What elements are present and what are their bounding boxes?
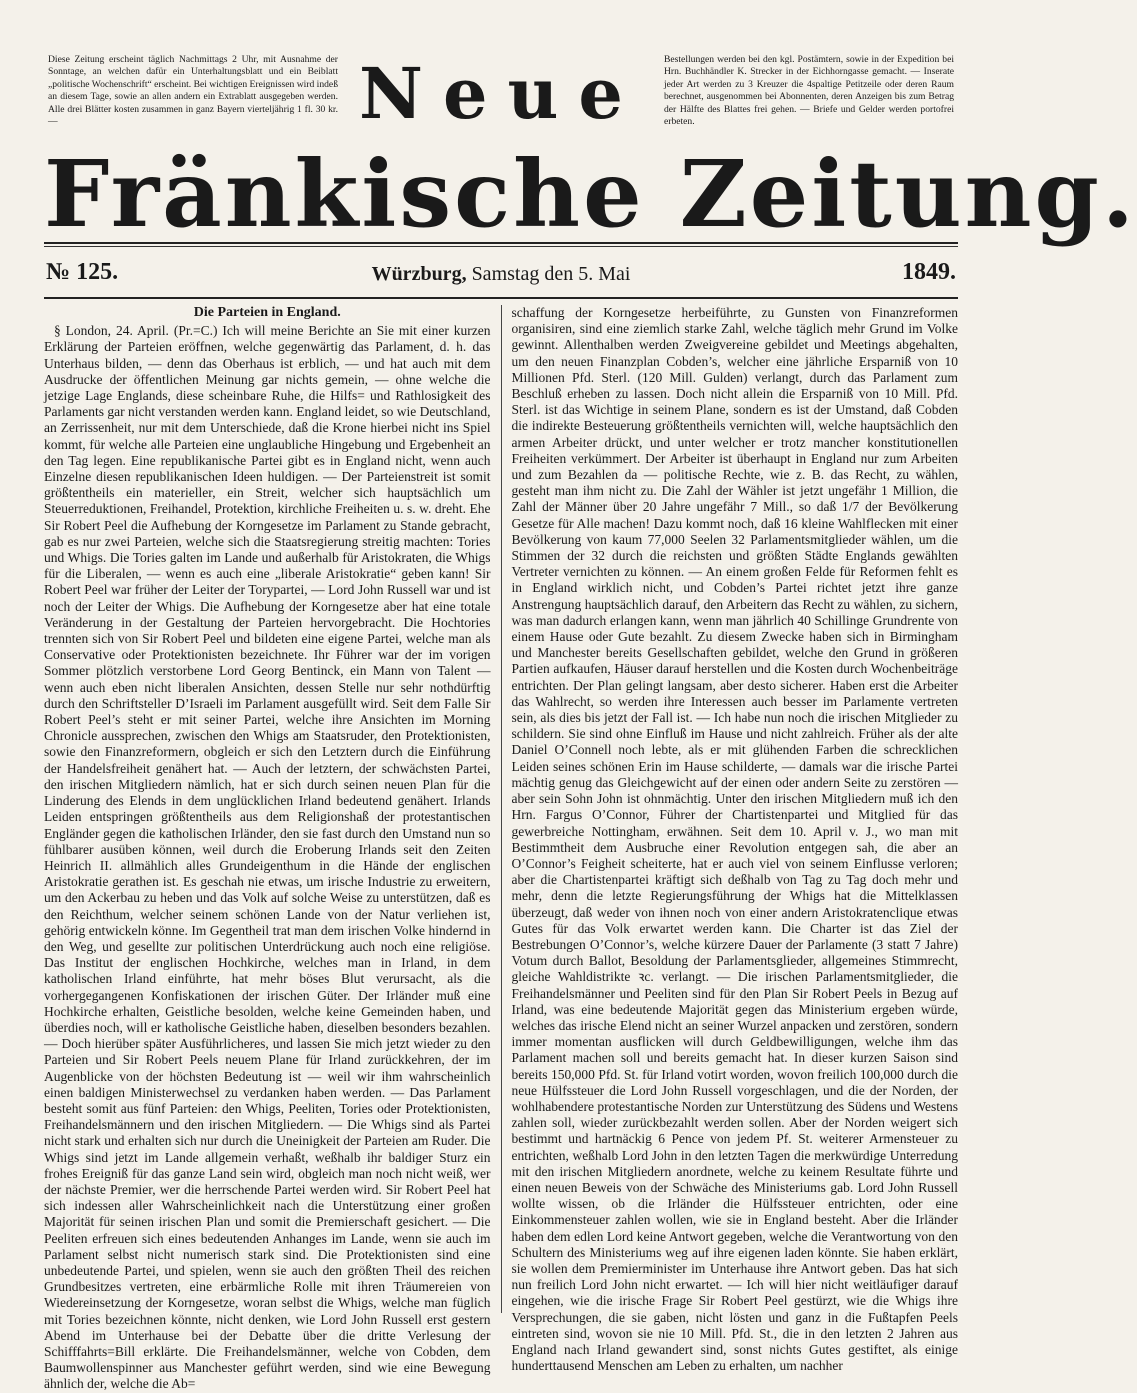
article-text-col1: § London, 24. April. (Pr.=C.) Ich will meine Berichte an Sie mit einer kurzen Erklärung der Parteien eröffnen, welche gegenwärtig das Parlament, d. h. das Unterhaus bilden, — denn das Oberhaus ist erblich, — und hat auch mit dem Ausdrucke der öffentlichen Meinung gar nichts gemein, — ohne welche die jetzige Lage Englands, diese scheinbare Ruhe, die Hilfs= und Rathlosigkeit des Parlaments gar nicht verstanden werden kann. England leidet, so wie Deutschland, an Zerrissenheit, nur mit dem Unterschiede, daß die Krone hierbei nicht ins Spiel kommt, für welche alle Parteien eine unglaubliche Hingebung und Ergebenheit an den Tag legen. Eine republikanische Partei gibt es in England nicht, wenn auch Einzelne diesen republikanischen Ideen huldigen. — Der Parteienstreit ist somit größtentheils ein materieller, ein Streit, welcher sich hauptsächlich um Steuerreduktionen, Freihandel, Protektion, kirchliche Freiheiten u. s. w. dreht. Ehe Sir Robert Peel die Aufhebung der Korngesetze im Parlament zu Stande gebracht, gab es nur zwei Parteien, welche sich die Staatsregierung streitig machten: Tories und Whigs. Die Tories galten im Lande und außerhalb für Aristokraten, die Whigs für die Liberalen, — wenn es auch eine „liberale Aristokratie“ geben kann! Sir Robert Peel war früher der Leiter der Torypartei, — Lord John Russell war und ist noch der Leiter der Whigs. Die Aufhebung der Korngesetze aber hat eine totale Veränderung in der Gestaltung der Parteien hervorgebracht. Die Hochtories trennten sich von Sir Robert Peel und bildeten eine eigene Partei, welche man als Conservative oder Protektionisten bezeichnete. Ihr Führer war der im vorigen Sommer plötzlich verstorbene Lord Georg Bentinck, ein Mann von Talent — wenn auch eben nicht liberalen Ansichten, dessen Stelle nur sehr nothdürftig durch den Schriftsteller D’Israeli im Parlament ausgefüllt wird. Seit dem Falle Sir Robert Peel’s steht er mit seiner Partei, welche ihre Ansichten im Morning Chronicle aussprechen, zwischen den Whigs am Staatsruder, den Protektionisten, sowie den Finanzreformern, obgleich er sich den Letztern durch die Einführung der Handelsfreiheit genähert hat. — Auch der letztern, der schwächsten Partei, den irischen Mitgliedern nämlich, hat er sich durch seinen neuen Plan für die Linderung des Elends in dem unglücklichen Irland bedeutend genähert. Irlands Leiden entspringen größtentheils aus dem Religionshaß der protestantischen Engländer gegen die katholischen Irländer, den sie fast durch den Umstand nun so fühlbarer ausüben können, weil durch die Eroberung Irlands seit den Zeiten Heinrich II. allmählich alles Grundeigenthum in die Hände der englischen Aristokratie gerathen ist. Es geschah nie etwas, um irische Industrie zu erweitern, um den Ackerbau zu heben und das Volk auf solche Weise zu unterstützen, daß es den Reichthum, welcher seinem schönen Lande von der Natur verliehen ist, gehörig entwickeln könne. Im Gegentheil trat man dem irischen Volke hindernd in den Weg, und gesellte zur politischen Unterdrückung auch noch eine religiöse. Das Institut der englischen Hochkirche, welches man in Irland, in dem katholischen Irland einführte, hat mehr böses Blut verursacht, als die vorhergegangenen Konfiskationen der irischen Güter. Der Irländer muß eine Hochkirche erhalten, Geistliche besolden, welche keine Gemeinden haben, und überdies noch, will er katholische Geistliche haben, dieselben besonders bezahlen. — Doch hierüber später Ausführlicheres, und lassen Sie mich jetzt wieder zu den Parteien und Sir Robert Peels neuem Plane für Irland zurückkehren, der im Augenblicke von der höchsten Bedeutung ist — weil wir ihm wahrscheinlich einen baldigen Ministerwechsel zu verdanken haben werden. — Das Parlament besteht somit aus fünf Parteien: den Whigs, Peeliten, Tories oder Protektionisten, Freihandelsmännern und den irischen Mitgliedern. — Die Whigs sind als Partei nicht stark und erhalten sich nur durch die Uneinigkeit der Parteien am Ruder. Die Whigs sind jetzt im Lande allgemein verhaßt, weßhalb ihr baldiger Sturz ein frohes Ereigniß für das ganze Land sein wird, obgleich man noch nicht weiß, wer der nächste Premier, wer die herrschende Partei werden wird. Sir Robert Peel hat sich indessen aller Wahrscheinlichkeit nach die Unterstützung einer großen Majorität für seinen irischen Plan und somit die Premierschaft gesichert. — Die Peeliten erfreuen sich eines bedeutenden Anhanges im Lande, wenn sie auch im Parlament selbst nicht numerisch stark sind. Die Protektionisten sind eine unbedeutende Partei, und spielen, wenn sie auch den größten Theil des reichen Grundbesitzes vertreten, eine erbärmliche Rolle mit ihren Träumereien von Wiedereinsetzung der Korngesetze, woran selbst die Whigs, welche man füglich mit Tories bezeichnen könnte, nicht denken, wie Lord John Russell erst gestern Abend im Unterhause bei der Debatte über die dritte Verlesung der Schifffahrts=Bill erklärte. Die Freihandelsmänner, welche von Cobden, dem Baumwollenspinner aus Manchester geführt werden, sind wie eine Bewegung ähnlich der, welche die Ab= <box>44 323 491 1392</box>
city: Würzburg, <box>371 263 467 285</box>
article-title: Die Parteien in England. <box>193 305 341 320</box>
newspaper-title: Fränkische Zeitung. <box>44 140 1137 248</box>
title-neue: Neue <box>359 52 643 135</box>
article-text-col2: schaffung der Korngesetze herbeiführte, zu Gunsten von Finanzreformen organisiren, sind eine ziemlich starke Zahl, welche täglich mehr Grund im Volke gewinnt. Allenthalben werden Zweigvereine gebildet und Meetings abgehalten, um den neuen Finanzplan Cobden’s, welcher eine jährliche Ersparniß von 10 Millionen Pfd. Sterl. (120 Mill. Gulden) verlangt, durch das Parlament zum Beschluß erheben zu lassen. Doch nicht allein die Ersparniß von 10 Mill. Pfd. Sterl. ist das Wichtige in seinem Plane, sondern es ist der Umstand, daß Cobden die indirekte Besteuerung größtentheils vernichten will, welche hauptsächlich den armen Arbeiter drückt, und unter welcher er trotz mancher konstitutionellen Freiheiten verkümmert. Der Arbeiter ist überhaupt in England nur zum Arbeiten und zum Bezahlen da — politische Rechte, wie z. B. das Recht, zu wählen, gesteht man ihm nicht zu. Die Zahl der Wähler ist jetzt ungefähr 1 Million, die Zahl der Männer über 20 Jahre ungefähr 7 Mill., so daß 1/7 der Bevölkerung Gesetze für Alle machen! Dazu kommt noch, daß 16 kleine Wahlflecken mit einer Bevölkerung von kaum 77,000 Seelen 32 Parlamentsmitglieder wählen, um die Stimmen der 32 durch die reichsten und größten Städte Englands gewählten Vertreter vernichten zu können. — An einem großen Felde für Reformen fehlt es in England wirklich nicht, und Cobden’s Partei richtet jetzt ihre ganze Anstrengung hauptsächlich darauf, den Arbeitern das Recht zu wählen, zu sichern, was man dadurch erlangen kann, wenn man jährlich 40 Schillinge Grundrente von einem Hause oder Gute bezahlt. Zu diesem Zwecke haben sich in Birmingham und Manchester bereits Gesellschaften gebildet, welche den Grund in größeren Partien aufkaufen, Häuser darauf herstellen und die Kosten durch Wochenbeiträge entrichten. Der Plan gelingt langsam, aber desto sicherer. Haben erst die Arbeiter das Wahlrecht, so werden ihre Interessen auch besser im Parlamente vertreten sein, als dies bis jetzt der Fall ist. — Ich habe nun noch die irischen Mitglieder zu schildern. Sie sind ohne Einfluß im Hause und nicht zahlreich. Früher als der alte Daniel O’Connell noch lebte, als er mit glühenden Farben die schrecklichen Leiden seines schönen Erin im Hause schilderte, — damals war die irische Partei mächtig genug das Gleichgewicht auf der einen oder andern Seite zu zerstören — aber sein Sohn John ist ohnmächtig. Unter den irischen Mitgliedern muß ich den Hrn. Fargus O’Connor, Führer der Chartistenpartei und Mitglied für das gewerbreiche Nottingham, erwähnen. Seit dem 10. April v. J., wo man mit Bestimmtheit dem Ausbruche einer Revolution entgegen sah, die aber an O’Connor’s Feigheit scheiterte, hat er auch viel von seinem Einflusse verloren; aber die Chartistenpartei kräftigt sich deßhalb von Tag zu Tag doch mehr und mehr, denn die letzte Regierungsführung der Whigs hat die Mittelklassen überzeugt, daß weder von ihnen noch von einer andern Aristokratenclique etwas Gutes für das Volk erwartet werden kann. Die Charter ist das Ziel der Bestrebungen O’Connor’s, welche kürzere Dauer der Parlamente (3 statt 7 Jahre) Votum durch Ballot, Besoldung der Parlamentsglieder, allgemeines Stimmrecht, gleiche Wahldistrikte ꝛc. verlangt. — Die irischen Parlamentsmitglieder, die Freihandelsmänner und Peeliten sind für den Plan Sir Robert Peels in Bezug auf Irland, was eine bedeutende Majorität gegen das Ministerium ergeben würde, welches das irische Elend nicht an seiner Wurzel anpacken und zerstören, sondern immer momentan ausflicken will durch Geldbewilligungen, welche ihm das Parlament machen soll und bereits gemacht hat. In dieser kurzen Saison sind bereits 150,000 Pfd. St. für Irland votirt worden, wovon freilich 100,000 durch die neue Hülfssteuer die Lord John Russell vorgeschlagen, und die der Norden, der wohlhabendere protestantische Norden zur Unterstützung des Südens und Westens zahlen soll, wieder zurückbezahlt werden sollen. Aber der Norden weigert sich bestimmt und hartnäckig 6 Pence von jedem Pf. St. weiterer Armensteuer zu entrichten, weßhalb Lord John in den letzten Tagen die merkwürdige Unterredung mit den irischen Mitgliedern anordnete, welche zu keinem Resultate führte und einen neuen Beweis von der Schwäche des Ministeriums gab. Lord John Russell wollte wissen, ob die Irländer die Hülfssteuer entrichten, oder eine Einkommensteuer zahlen wollen, wie sie in England besteht. Aber die Irländer haben dem edlen Lord keine Antwort gegeben, welche die Verantwortung von den Schultern des Ministeriums weg auf ihre eigenen laden könnte. Sie haben erklärt, sie wollen dem Premierminister im Unterhause ihre Antwort geben. Das hat sich nun freilich Lord John nicht erwartet. — Ich will hier nicht weitläufiger darauf eingehen, wie die irische Frage Sir Robert Peel gestürzt, wie die Whigs ihre Versprechungen, die sie gaben, nicht lösten und ganz in die Fußtapfen Peels eintreten sind, wovon sie nie 10 Mill. Pfd. St., die in den letzten 2 Jahren aus England nach Irland gewandert sind, sonst nichts Gutes gestiftet, als einige hunderttausend Menschen am Leben zu erhalten, um nachher <box>511 305 958 1374</box>
column-right <box>511 305 959 1374</box>
place-date <box>44 263 958 286</box>
dateline-rule <box>44 297 958 299</box>
column-divider <box>501 305 502 1313</box>
column-left <box>44 305 491 1392</box>
date: Samstag den 5. Mai <box>466 263 631 285</box>
orders-note: Bestellungen werden bei den kgl. Postämtern, sowie in der Expedition bei Hrn. Buchhändler K. Strecker in der Eichhorngasse gemacht. — Inserate jeder Art werden zu 3 Kreuzer die 4spaltige Petitzeile oder deren Raum berechnet, ausgenommen bei Abonnenten, deren Anzeigen bis zum Betrag der Hälfte des Blattes frei gehen. — Briefe und Gelder werden portofrei erbeten. <box>664 54 954 128</box>
dateline <box>44 257 958 297</box>
article-columns <box>44 305 958 1392</box>
subscription-note: Diese Zeitung erscheint täglich Nachmittags 2 Uhr, mit Ausnahme der Sonntage, an welchen dafür ein Unterhaltungsblatt und ein Beiblatt „politische Wochenschrift“ erscheint. Bei wichtigen Ereignissen wird indeß an diesem Tage, sowie an allen andern ein Extrablatt ausgegeben werden. Alle drei Blätter kosten zusammen in ganz Bayern vierteljährig 1 fl. 30 kr. — <box>48 54 338 128</box>
year: 1849. <box>902 259 956 285</box>
masthead <box>44 52 1137 248</box>
issue-number: № 125. <box>46 259 119 285</box>
